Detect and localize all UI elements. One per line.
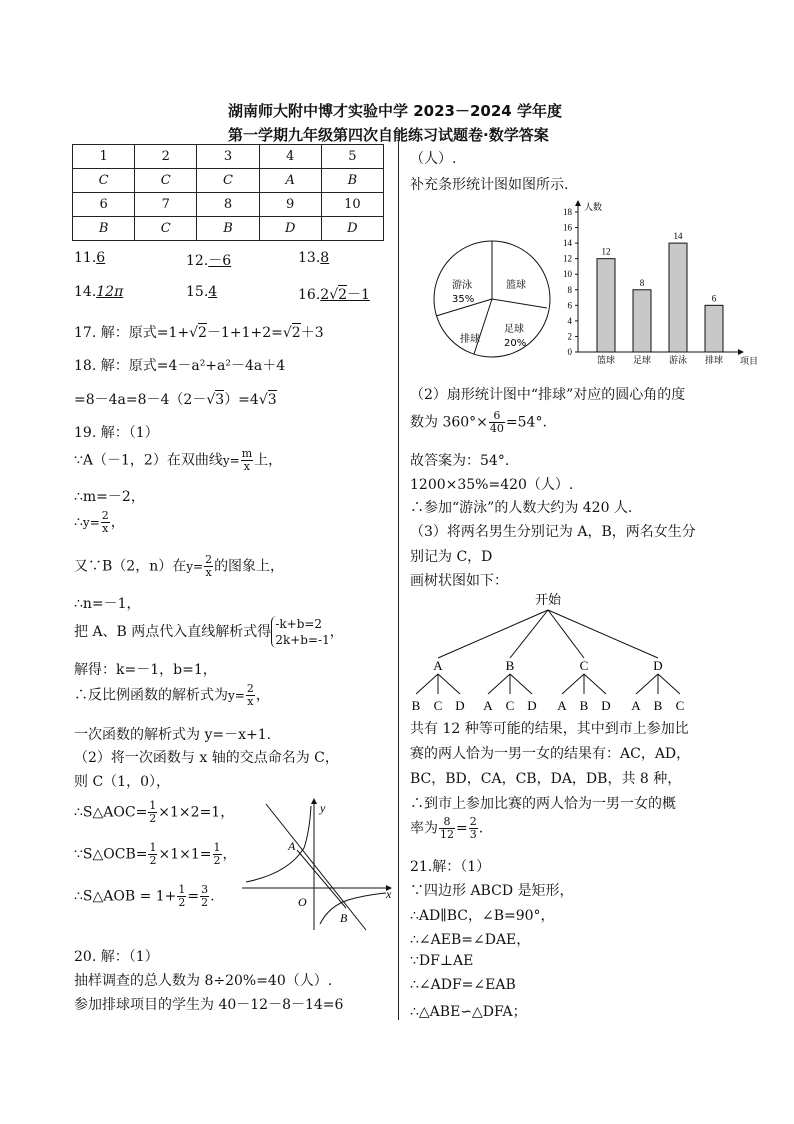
title-line-1: 湖南师大附中博才实验中学 2023－2024 学年度: [228, 102, 562, 120]
function-graph: [236, 796, 396, 934]
solution-20-line-14: ∴到市上参加比赛的两人恰为一男一女的概: [410, 796, 676, 812]
table-cell: D: [321, 217, 383, 241]
table-cell: B: [321, 169, 383, 193]
bar-x-axis-label: 项目: [740, 357, 759, 367]
tree-node-level-2: C: [505, 698, 515, 713]
table-cell: C: [73, 169, 135, 193]
bar-y-axis-arrow: [575, 200, 581, 206]
tree-node-level-2: C: [433, 698, 443, 713]
table-cell: 4: [259, 145, 321, 169]
table-cell: 9: [259, 193, 321, 217]
solution-19-line-4: 又∵B（2，n）在y= $\frac{2}{x}$ 的图象上，: [74, 553, 285, 579]
answer-15: 15.4: [186, 284, 218, 300]
bar-x-axis-arrow: [738, 349, 744, 355]
y-axis-label: y: [320, 801, 326, 815]
hyperbola-left-branch: [246, 806, 311, 882]
origin-label: O: [298, 895, 307, 909]
answer-11: 11.6: [74, 250, 106, 266]
solution-21-header: 21.解：（1）: [410, 859, 491, 875]
table-cell: 1: [73, 145, 135, 169]
tree-node-level-1: C: [579, 658, 589, 673]
solution-20-line-9: 别记为 C，D: [410, 549, 493, 565]
pie-chart: [424, 236, 560, 362]
bar-value-label: 14: [673, 231, 683, 242]
tree-branch: [438, 674, 460, 694]
hyperbola-right-branch: [320, 893, 386, 924]
bar: [633, 290, 651, 352]
tree-root: 开始: [534, 593, 562, 608]
solution-19-line-10: （2）将一次函数与 x 轴的交点命名为 C，: [74, 750, 339, 766]
tree-branch: [510, 674, 532, 694]
solution-19-line-5: ∴n=－1，: [74, 596, 141, 612]
solution-19-line-13: ∵S△OCB= $\frac{1}{2}$ ×1×1= $\frac{1}{2}$ ，: [74, 841, 237, 867]
solution-20-chart-note: 补充条形统计图如图所示.: [410, 177, 569, 193]
solution-21-line-4: ∵DF⊥AE: [410, 953, 474, 969]
tree-node-level-1: D: [653, 658, 663, 673]
pie-label-foot: 足球: [504, 324, 524, 335]
solution-21-line-2: ∴AD∥BC，∠B=90°，: [410, 908, 555, 924]
solution-17: 17. 解：原式=1+√2－1+1+2=√2＋3: [74, 325, 324, 341]
column-divider: [398, 142, 399, 1020]
solution-20-line-10: 画树状图如下：: [410, 573, 508, 589]
tree-branch: [416, 674, 438, 694]
tree-branch: [488, 674, 510, 694]
tree-branch: [548, 610, 658, 658]
bar-y-tick-label: 0: [567, 347, 572, 357]
y-axis-arrow: [311, 798, 317, 804]
tree-node-level-2: D: [601, 698, 611, 713]
title-line-2: 第一学期九年级第四次自能练习试题卷·数学答案: [228, 126, 549, 144]
solution-20-line-8: （3）将两名男生分别记为 A，B，两名女生分: [410, 524, 696, 540]
pie-label-swim: 游泳: [452, 280, 472, 291]
solution-19-line-11: 则 C（1，0），: [74, 774, 170, 790]
solution-21-line-5: ∴∠ADF=∠EAB: [410, 977, 516, 993]
table-cell: 10: [321, 193, 383, 217]
solution-20-line-7: ∴参加“游泳”的人数大约为 420 人.: [410, 500, 633, 516]
bar: [597, 259, 615, 352]
bar-category-label: 足球: [632, 356, 652, 366]
table-cell: 2: [135, 145, 197, 169]
solution-19-line-8: ∴反比例函数的解析式为y= $\frac{2}{x}$ ，: [74, 682, 270, 708]
answer-12: 12.－6: [186, 253, 232, 269]
bar: [669, 243, 687, 352]
point-b-label: B: [340, 911, 348, 925]
linear-function-line: [266, 804, 366, 930]
table-cell: C: [135, 169, 197, 193]
tree-node-level-2: A: [483, 698, 493, 713]
bar-category-label: 游泳: [668, 356, 688, 366]
tree-branch: [548, 610, 584, 658]
bar-y-tick-label: 18: [563, 207, 572, 217]
bar: [705, 305, 723, 352]
bar-y-tick-label: 2: [567, 331, 572, 342]
solution-21-line-6: ∴△ABE∽△DFA；: [410, 1004, 527, 1020]
table-cell: D: [259, 217, 321, 241]
bar-value-label: 12: [601, 246, 611, 257]
tree-branch: [584, 674, 606, 694]
solution-20-line-11: 共有 12 种等可能的结果，其中到市上参加比: [410, 721, 689, 737]
solution-20-line-5: 故答案为：54°.: [410, 453, 510, 469]
solution-19-line-3: ∴y= $\frac{2}{x}$ ，: [74, 509, 125, 535]
tree-node-level-2: A: [557, 698, 567, 713]
tree-node-level-2: A: [631, 698, 641, 713]
tree-node-level-2: B: [411, 698, 421, 713]
solution-20-line-1: 抽样调查的总人数为 8÷20%=40（人）.: [74, 973, 333, 989]
bar-y-axis-label: 人数: [584, 203, 603, 213]
bar-category-label: 篮球: [596, 356, 616, 366]
tree-branch: [510, 610, 548, 658]
solution-20-line-3: （2）扇形统计图中“排球”对应的圆心角的度: [410, 387, 686, 403]
solution-20-line-15: 率为 $\frac{8}{12}$ = $\frac{2}{3}$ .: [410, 815, 484, 841]
solution-19-line-14: ∴S△AOB = 1+ $\frac{1}{2}$ = $\frac{3}{2}$ .: [74, 883, 215, 909]
solution-19-line-7: 解得：k=－1，b=1，: [74, 662, 217, 678]
bar-y-tick-label: 8: [567, 284, 572, 295]
tree-node-level-2: C: [675, 698, 685, 713]
table-cell: 7: [135, 193, 197, 217]
pie-pct-swim: 35%: [452, 294, 475, 305]
answer-16: 16.2√2－1: [298, 287, 370, 303]
bar-category-label: 排球: [704, 356, 724, 366]
tree-node-level-2: B: [653, 698, 663, 713]
solution-19-line-1: ∵A（－1，2）在双曲线y= $\frac{m}{x}$ 上，: [74, 447, 283, 473]
tree-branch: [562, 674, 584, 694]
answer-table: [72, 144, 384, 241]
solution-21-line-1: ∵四边形 ABCD 是矩形，: [410, 883, 574, 899]
bar-chart: [556, 196, 776, 368]
table-cell: A: [259, 169, 321, 193]
bar-value-label: 6: [711, 293, 717, 304]
tree-branch: [658, 674, 680, 694]
bar-y-tick-label: 16: [563, 222, 572, 233]
solution-20-header: 20. 解：（1）: [74, 949, 159, 965]
solution-20-line-13: BC，BD，CA，CB，DA，DB，共 8 种，: [410, 771, 682, 787]
table-cell: 6: [73, 193, 135, 217]
tree-node-level-2: B: [579, 698, 589, 713]
bar-y-tick-label: 6: [567, 300, 572, 311]
pie-label-volley: 排球: [460, 334, 480, 345]
solution-19-line-12: ∴S△AOC= $\frac{1}{2}$ ×1×2=1，: [74, 799, 235, 825]
tree-node-level-1: B: [505, 658, 515, 673]
bar-y-tick-label: 10: [563, 269, 572, 280]
tree-node-level-2: D: [455, 698, 465, 713]
table-cell: 5: [321, 145, 383, 169]
table-cell: B: [73, 217, 135, 241]
solution-18-line-2: =8－4a=8－4（2－√3）=4√3: [74, 392, 277, 408]
table-cell: C: [197, 169, 259, 193]
solution-21-line-3: ∴∠AEB=∠DAE，: [410, 932, 531, 948]
table-cell: 8: [197, 193, 259, 217]
answer-13: 13.8: [298, 250, 330, 266]
tree-diagram: [404, 586, 694, 716]
pie-pct-foot: 20%: [504, 338, 527, 349]
bar-y-tick-label: 12: [563, 253, 572, 264]
solution-20-unit: （人）.: [410, 151, 457, 167]
solution-18-line-1: 18. 解：原式=4－a²+a²－4a＋4: [74, 358, 286, 374]
table-cell: 3: [197, 145, 259, 169]
tree-branch: [438, 610, 548, 658]
solution-20-line-2: 参加排球项目的学生为 40－12－8－14=6: [74, 997, 344, 1013]
table-cell: B: [197, 217, 259, 241]
solution-19-header: 19. 解：（1）: [74, 425, 159, 441]
solution-19-line-9: 一次函数的解析式为 y=－x+1.: [74, 727, 272, 743]
point-a-label: A: [288, 839, 296, 853]
bar-value-label: 8: [639, 277, 645, 288]
solution-19-line-2: ∴m=－2，: [74, 489, 145, 505]
tree-node-level-1: A: [433, 658, 443, 673]
solution-19-line-6: 把 A、B 两点代入直线解析式得 -k+b=2 2k+b=-1 ，: [74, 617, 344, 647]
solution-20-line-6: 1200×35%=420（人）.: [410, 477, 574, 493]
tree-branch: [636, 674, 658, 694]
table-cell: C: [135, 217, 197, 241]
pie-label-basket: 篮球: [506, 280, 526, 291]
bar-y-tick-label: 4: [567, 315, 572, 326]
answer-14: 14.12π: [74, 284, 124, 300]
tree-node-level-2: D: [527, 698, 537, 713]
solution-20-line-4: 数为 360°× $\frac{6}{40}$ =54°.: [410, 409, 547, 435]
solution-20-line-12: 赛的两人恰为一男一女的结果有：AC，AD，: [410, 746, 691, 762]
bar-y-tick-label: 14: [563, 238, 572, 249]
x-axis-label: x: [386, 887, 392, 901]
